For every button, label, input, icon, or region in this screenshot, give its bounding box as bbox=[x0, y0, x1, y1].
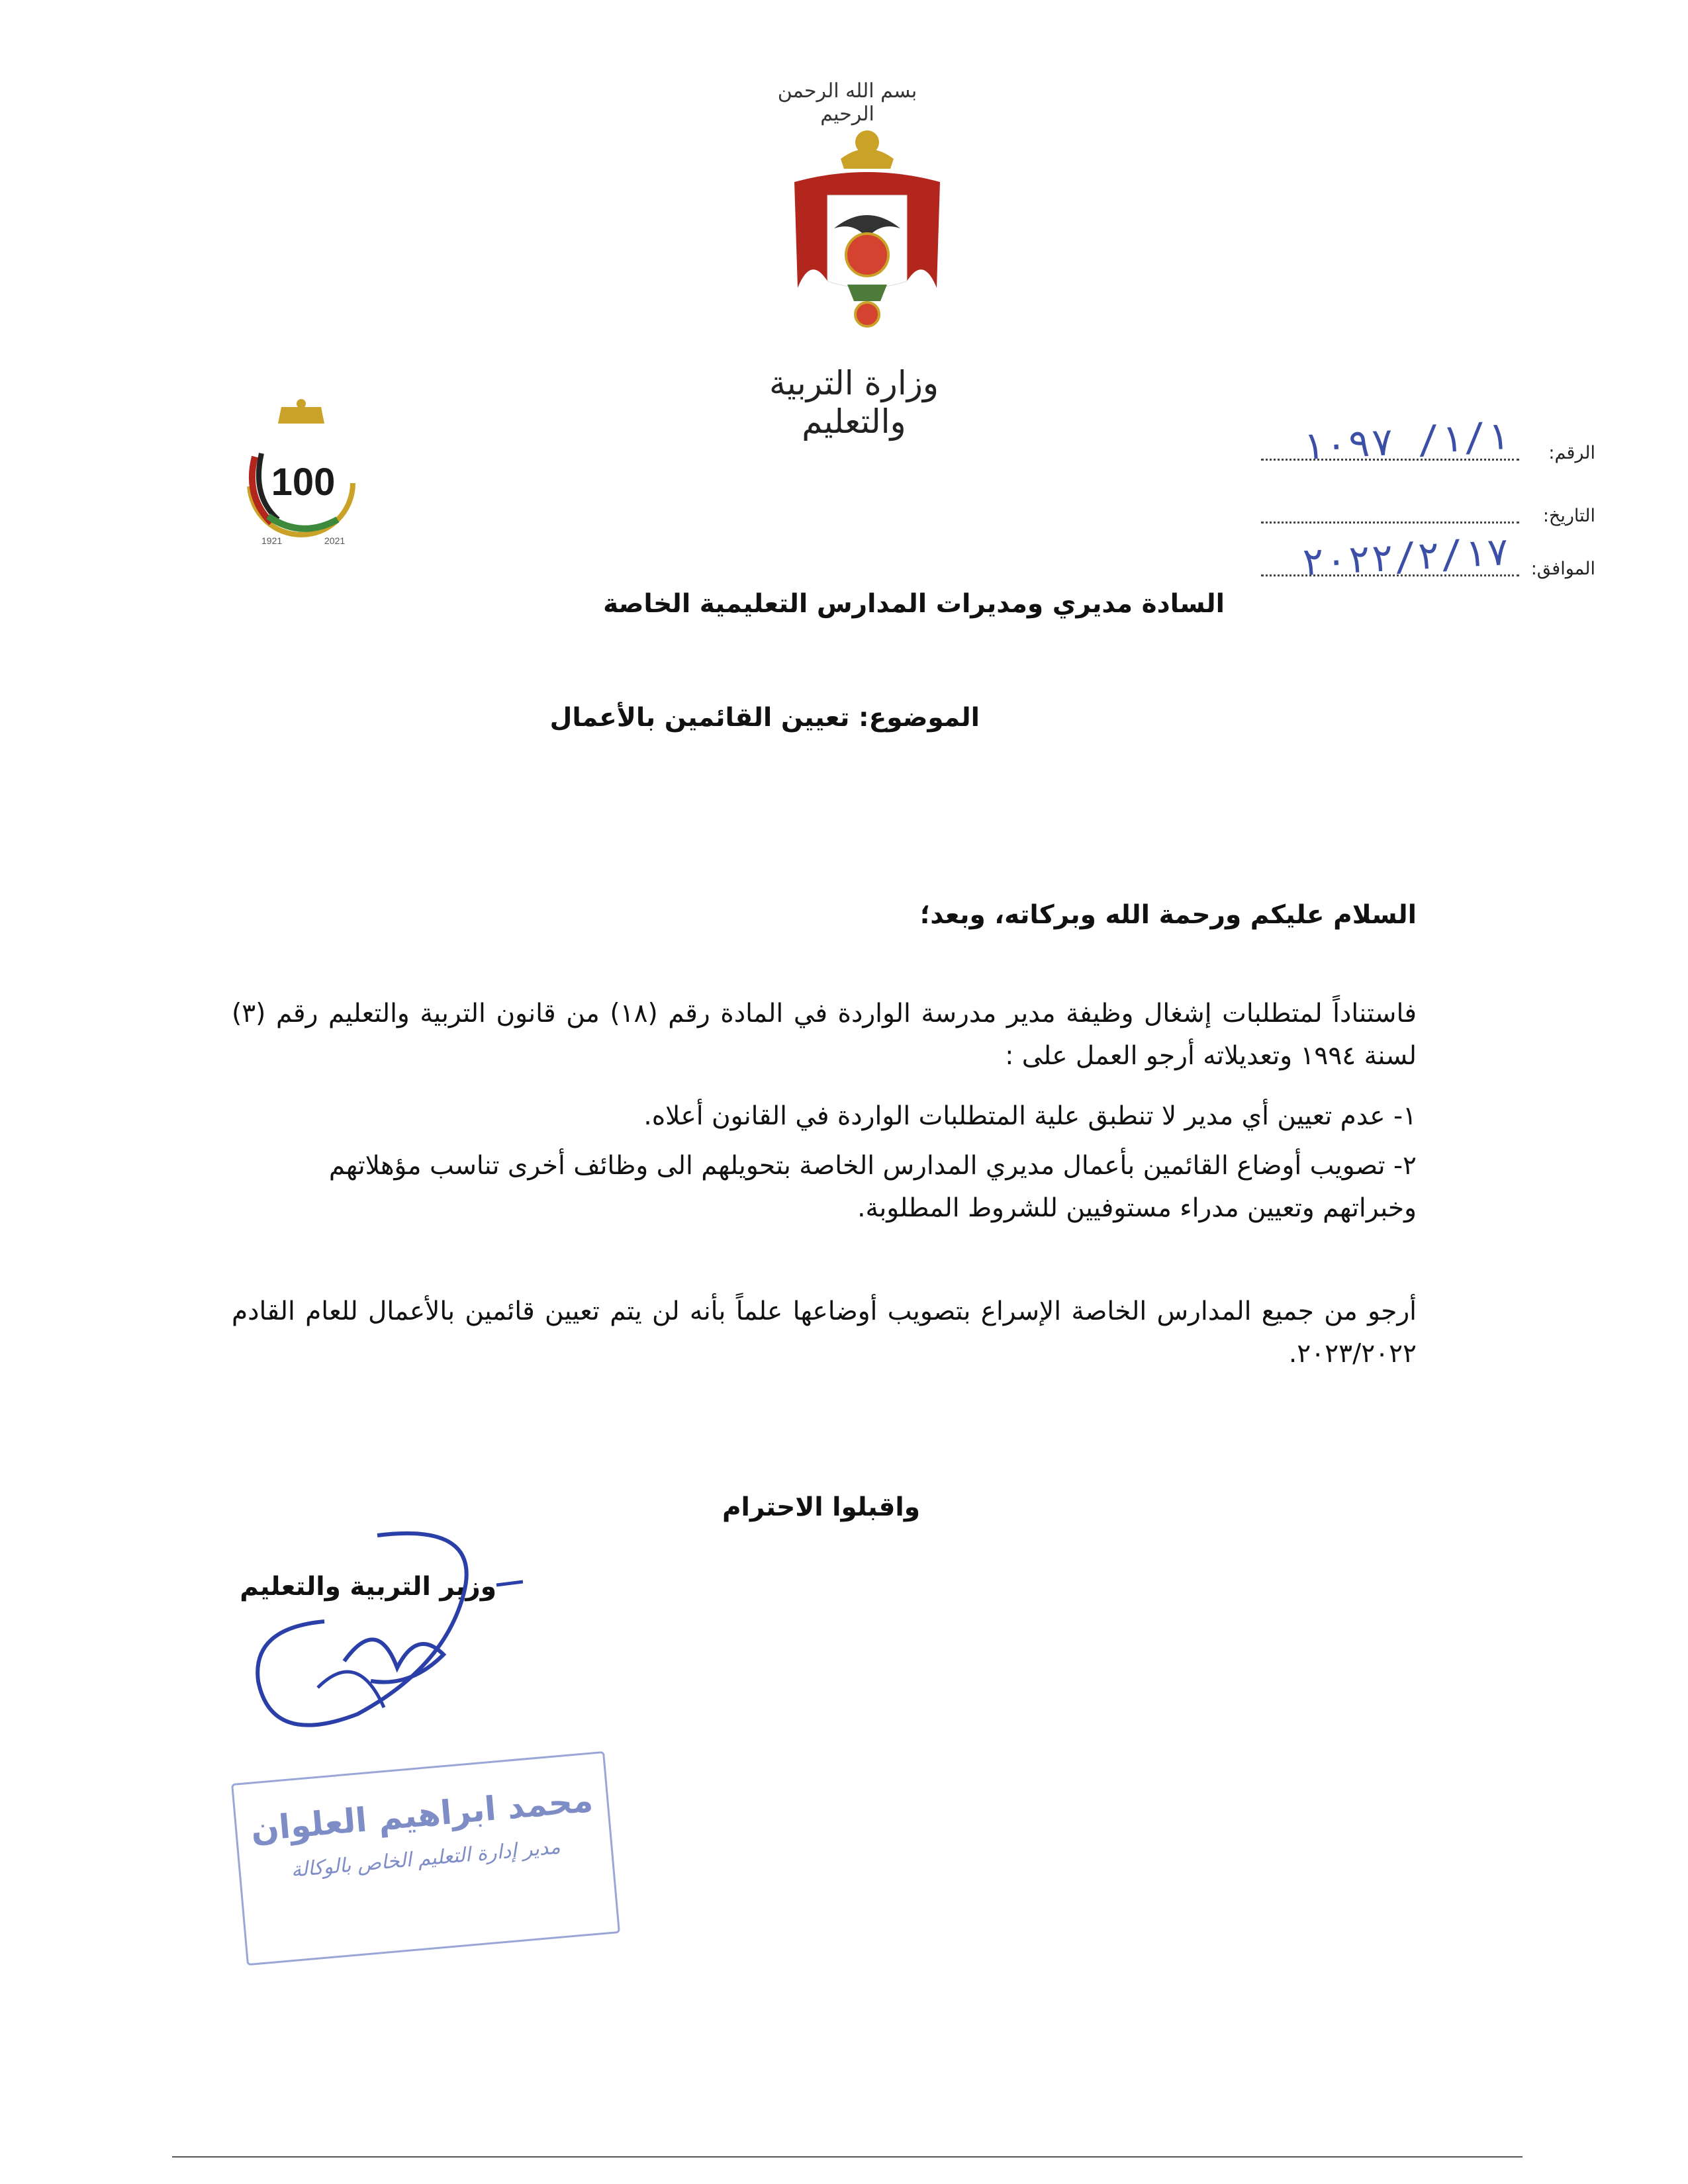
centennial-logo bbox=[225, 397, 377, 556]
centennial-number: 100 bbox=[271, 461, 336, 504]
corresponding-date-handwritten: ٢٠٢٢/٢/١٧ bbox=[1300, 528, 1511, 585]
reference-number-field bbox=[1119, 412, 1595, 470]
paragraph-intro: فاستناداً لمتطلبات إشغال وظيفة مدير مدرسة الواردة في المادة رقم (١٨) من قانون التربية والتعليم رقم (٣) لسنة ١٩٩٤ وتعديلاته أرجو العمل على : bbox=[232, 999, 1417, 1071]
date-dots bbox=[1261, 522, 1519, 523]
paragraph-instruction: أرجو من جميع المدارس الخاصة الإسراع بتصويب أوضاعها علماً بأنه لن يتم تعيين قائمين بالأعمال للعام القادم ٢٠٢٣/٢٠٢٢. bbox=[232, 1297, 1417, 1369]
centennial-year-start: 1921 bbox=[261, 535, 283, 546]
addressee-line: السادة مديري ومديرات المدارس التعليمية الخاصة bbox=[603, 589, 1225, 619]
greeting-line: السلام عليكم ورحمة الله وبركاته، وبعد؛ bbox=[919, 900, 1417, 930]
date-field bbox=[1119, 486, 1595, 533]
list-item: ١- عدم تعيين أي مدير لا تنطبق علية المتطلبات الواردة في القانون أعلاه. bbox=[643, 1101, 1417, 1131]
corresponding-date-field bbox=[1119, 528, 1595, 586]
ministry-name: وزارة التربية والتعليم bbox=[769, 364, 939, 441]
handwritten-signature bbox=[245, 1516, 523, 1767]
stamp-role: مدير إدارة التعليم الخاص بالوكالة bbox=[290, 1835, 561, 1882]
reference-number-label: الرقم: bbox=[1548, 443, 1595, 463]
list-item: ٢- تصويب أوضاع القائمين بأعمال مديري المدارس الخاصة بتحويلهم الى وظائف أخرى تناسب مؤهلاتهم وخبراتهم وتعيين مدراء مستوفيين للشروط المطلوبة. bbox=[328, 1151, 1417, 1223]
signatory-title: وزير التربية والتعليم bbox=[240, 1572, 496, 1602]
closing-line: واقبلوا الاحترام bbox=[722, 1492, 920, 1522]
corresponding-date-label: الموافق: bbox=[1530, 559, 1595, 579]
subject-line: الموضوع: تعيين القائمين بالأعمال bbox=[549, 703, 980, 733]
official-stamp bbox=[231, 1751, 620, 1966]
reference-number-handwritten: ١/١/ ١٠٩٧ bbox=[1300, 412, 1511, 469]
centennial-year-end: 2021 bbox=[324, 535, 346, 546]
date-label: التاريخ: bbox=[1542, 506, 1595, 526]
footer-divider bbox=[172, 2156, 1523, 2158]
coat-of-arms-emblem bbox=[774, 122, 960, 347]
bismillah-heading: بسم الله الرحمن الرحيم bbox=[777, 79, 917, 126]
stamp-name: محمد ابراهيم العلوان bbox=[249, 1780, 594, 1849]
